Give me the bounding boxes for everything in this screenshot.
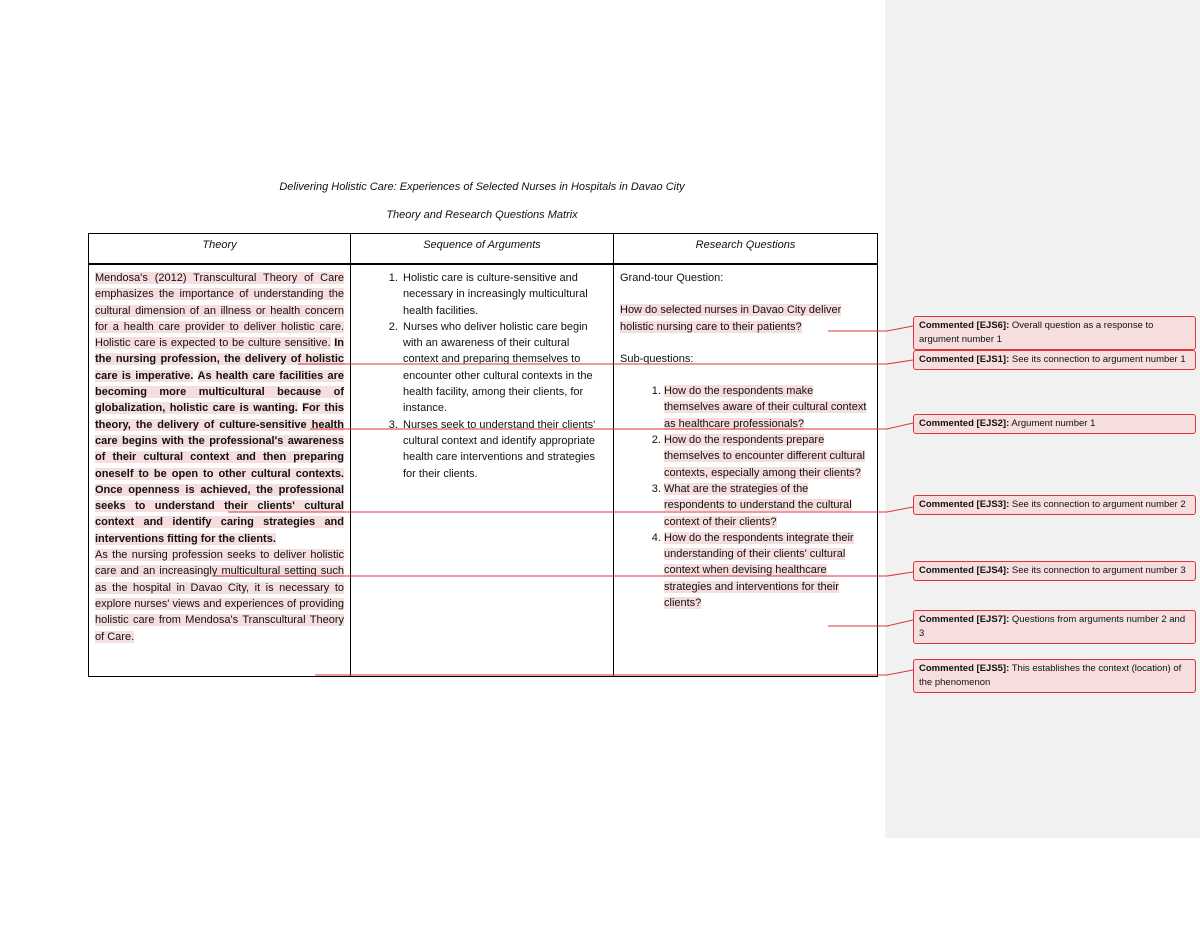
sub-question-item: How do the respondents prepare themselves to encounter different cultural contexts, especially among their clients? xyxy=(664,434,865,479)
theory-cell[interactable] xyxy=(89,268,351,677)
theory-text-4: For this theory, the delivery of culture-sensitive health care begins with the professional's awareness of their cultural context and then preparing oneself to be open to other cultural contexts. xyxy=(95,402,344,480)
comment-ejs5[interactable] xyxy=(913,659,1196,693)
theory-matrix-table xyxy=(88,233,878,677)
comment-text: See its connection to argument number 2 xyxy=(1011,499,1186,510)
comment-author: Commented [EJS6]: xyxy=(919,320,1010,331)
theory-text-3: As health care facilities are becoming more multicultural because of globalization, holistic care is wanting. xyxy=(95,369,344,415)
theory-text-2: In the nursing profession, the delivery of holistic care is imperative. xyxy=(95,337,344,382)
comment-ejs4[interactable] xyxy=(913,561,1196,581)
comment-author: Commented [EJS1]: xyxy=(919,354,1010,365)
comment-ejs2[interactable] xyxy=(913,414,1196,434)
comment-text: Questions from arguments number 2 and 3 xyxy=(919,614,1186,639)
comment-author: Commented [EJS4]: xyxy=(919,565,1010,576)
theory-text-6: As the nursing profession seeks to deliver holistic care and an increasingly multicultural setting such as the hospital in Davao City, it is necessary to explore nurses' views and experiences of providing holistic care from Mendosa's Transcultural Theory of Care. xyxy=(95,549,344,643)
header-sequence-of-arguments: Sequence of Arguments xyxy=(351,234,614,265)
sub-question-item: How do the respondents make themselves aware of their cultural context as healthcare professionals? xyxy=(664,385,867,430)
comment-text: Overall question as a response to argument number 1 xyxy=(919,320,1154,345)
research-questions-cell[interactable] xyxy=(614,268,878,677)
grand-tour-question: How do selected nurses in Davao City deliver holistic nursing care to their patients? xyxy=(620,304,842,333)
comment-ejs1[interactable] xyxy=(913,350,1196,370)
sub-questions-label: Sub-questions: xyxy=(620,352,694,365)
argument-item: 3. Nurses seek to understand their clients' cultural context and identify appropriate health care interventions and strategies for their clients. xyxy=(401,417,607,482)
grand-tour-label: Grand-tour Question: xyxy=(620,272,724,284)
document-subtitle: Theory and Research Questions Matrix xyxy=(386,209,578,221)
comment-author: Commented [EJS7]: xyxy=(919,614,1010,625)
comment-author: Commented [EJS2]: xyxy=(919,418,1010,429)
comment-text: This establishes the context (location) of the phenomenon xyxy=(919,663,1182,688)
sub-questions-list xyxy=(620,383,871,611)
comment-ejs7[interactable] xyxy=(913,610,1196,644)
argument-item: 2. Nurses who deliver holistic care begin with an awareness of their cultural context and preparing themselves to encounter other cultural contexts in the health facility, among their clients, for instance. xyxy=(401,319,607,417)
comment-text: See its connection to argument number 3 xyxy=(1011,565,1186,576)
sub-question-item: How do the respondents integrate their understanding of their clients' cultural context when devising healthcare strategies and interventions for their clients? xyxy=(664,531,854,610)
theory-text-1: Mendosa's (2012) Transcultural Theory of Care emphasizes the importance of understanding the cultural dimension of an illness or health concern for a health care provider to deliver holistic care. Holistic care is expected to be culture sensitive. xyxy=(95,272,344,350)
arguments-list xyxy=(357,270,607,482)
comment-ejs6[interactable] xyxy=(913,316,1196,350)
comment-ejs3[interactable] xyxy=(913,495,1196,515)
document-title: Delivering Holistic Care: Experiences of Selected Nurses in Hospitals in Davao City xyxy=(279,181,685,193)
comment-text: Argument number 1 xyxy=(1011,418,1096,429)
comment-author: Commented [EJS3]: xyxy=(919,499,1010,510)
comment-text: See its connection to argument number 1 xyxy=(1011,354,1186,365)
comment-author: Commented [EJS5]: xyxy=(919,663,1010,674)
header-research-questions: Research Questions xyxy=(614,234,878,265)
sub-question-item: What are the strategies of the respondents to understand the cultural context of their clients? xyxy=(664,482,852,528)
arguments-cell[interactable] xyxy=(351,268,614,677)
header-theory: Theory xyxy=(89,234,351,265)
theory-text-5: Once openness is achieved, the professional seeks to understand their clients' cultural context and identify caring strategies and interventions fitting for the clients. xyxy=(95,483,344,545)
argument-item: 1. Holistic care is culture-sensitive and necessary in increasingly multicultural health facilities. xyxy=(401,270,607,319)
